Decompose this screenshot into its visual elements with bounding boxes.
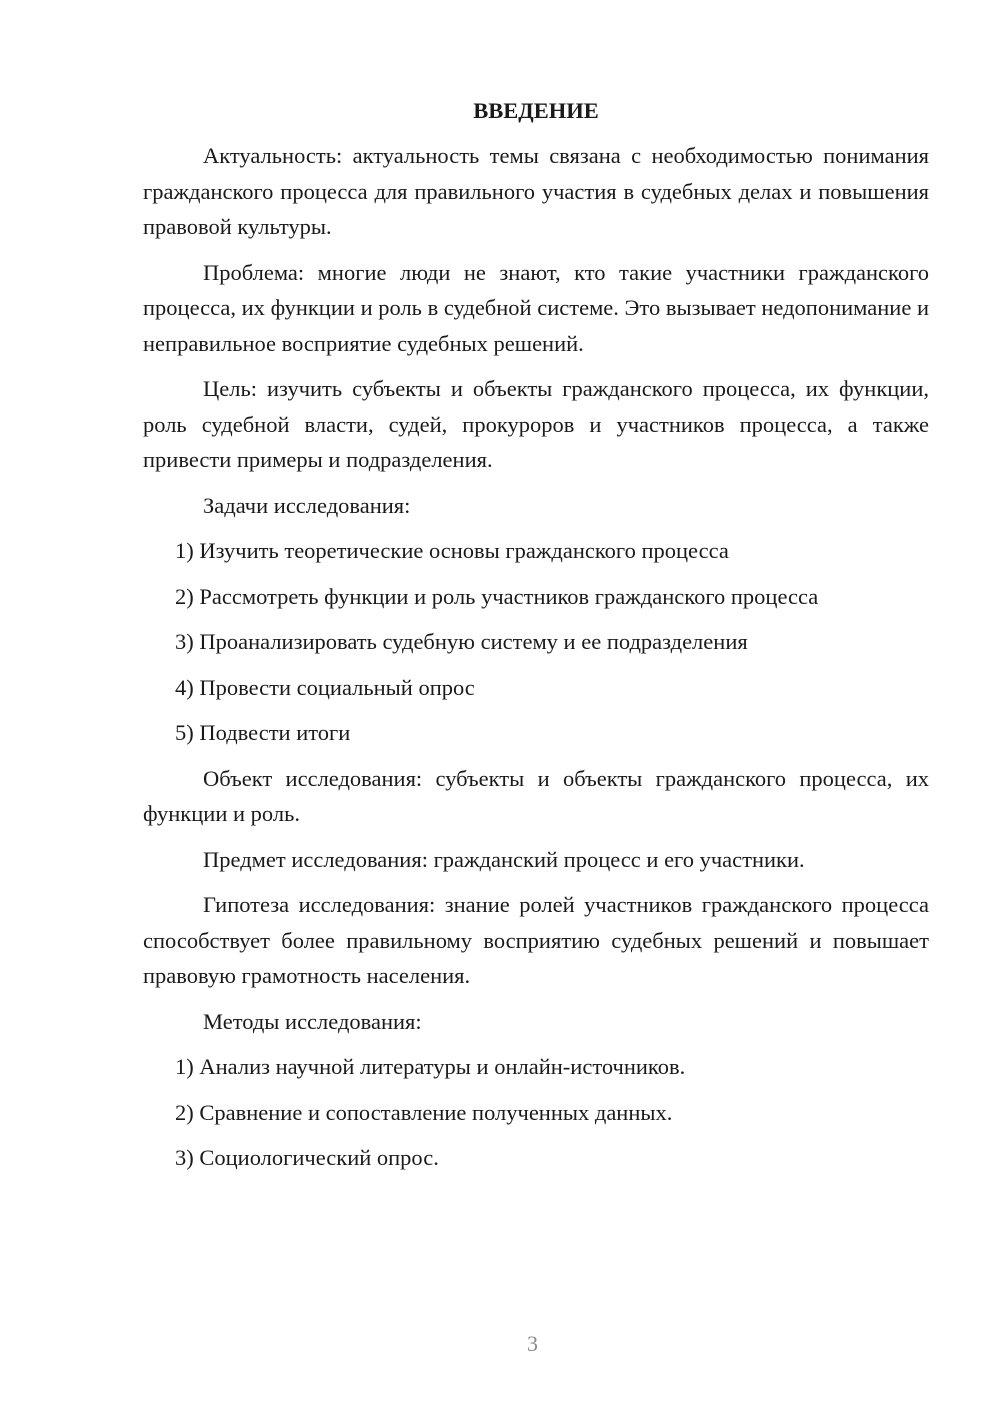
methods-heading: Методы исследования: bbox=[203, 1008, 422, 1034]
task-item: 5) Подвести итоги bbox=[175, 720, 351, 745]
tasks-heading: Задачи исследования: bbox=[203, 492, 411, 518]
subject-paragraph: Предмет исследования: гражданский процесс и его участники. bbox=[203, 846, 805, 872]
object-paragraph: Объект исследования: субъекты и объекты гражданского процесса, их функции и роль. bbox=[143, 765, 929, 826]
section-title: ВВЕДЕНИЕ bbox=[473, 98, 599, 123]
task-item: 4) Провести социальный опрос bbox=[175, 674, 475, 700]
problem-paragraph: Проблема: многие люди не знают, кто такие участники гражданского процесса, их функции и роль в судебной системе. Это вызывает недопонимание и неправильное восприятие судебных решений. bbox=[143, 259, 929, 356]
task-item: 3) Проанализировать судебную систему и ее подразделения bbox=[175, 629, 748, 654]
method-item: 3) Социологический опрос. bbox=[175, 1145, 439, 1170]
hypothesis-paragraph: Гипотеза исследования: знание ролей участников гражданского процесса способствует более правильному восприятию судебных решений и повышает правовую грамотность населения. bbox=[143, 892, 929, 988]
page-content bbox=[143, 94, 929, 1186]
goal-paragraph: Цель: изучить субъекты и объекты гражданского процесса, их функции, роль судебной власти, судей, прокуроров и участников процесса, а также привести примеры и подразделения. bbox=[143, 376, 929, 472]
task-item: 2) Рассмотреть функции и роль участников гражданского процесса bbox=[175, 583, 819, 609]
method-item: 2) Сравнение и сопоставление полученных данных. bbox=[175, 1099, 673, 1125]
task-item: 1) Изучить теоретические основы гражданского процесса bbox=[175, 538, 729, 563]
method-item: 1) Анализ научной литературы и онлайн-источников. bbox=[175, 1054, 686, 1079]
page-number: 3 bbox=[527, 1331, 538, 1356]
relevance-paragraph: Актуальность: актуальность темы связана с необходимостью понимания гражданского процесса для правильного участия в судебных делах и повышения правовой культуры. bbox=[143, 143, 929, 239]
